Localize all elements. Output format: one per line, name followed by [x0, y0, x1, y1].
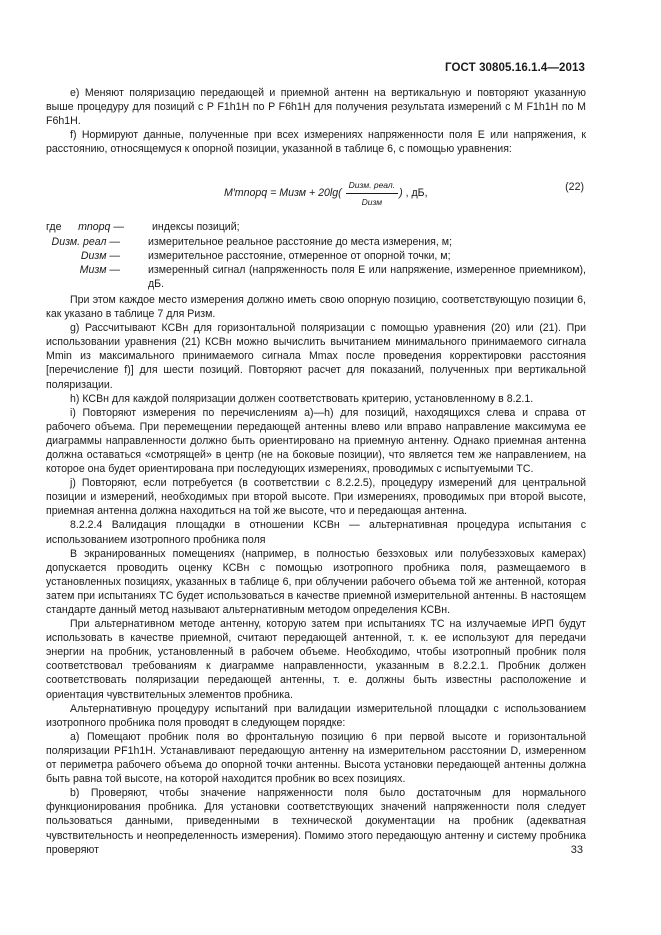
- where-intro: где: [46, 221, 62, 234]
- definition-text: измерительное расстояние, отмеренное от опорной точки, м;: [148, 249, 451, 262]
- paragraph-h: h) КСВн для каждой поляризации должен соответствовать критерию, установленному в 8.2.1.: [70, 392, 534, 405]
- paragraph-e: e) Меняют поляризацию передающей и приемной антенн на вертикальную и повторяют указанную выше процедуру для позиций с P F1h1H по P F6h1H для получения результата измерений с M F1h1H по M F6h1H.: [46, 87, 586, 128]
- equation-lhs: M′mnopq = Mизм + 20lg: [224, 187, 339, 200]
- definition-row: [46, 249, 586, 263]
- equation-fraction: [346, 178, 398, 208]
- definition-symbol: mnopq —: [78, 221, 124, 234]
- paragraph-f: f) Нормируют данные, полученные при всех измерениях напряженности поля E или напряжения, к расстоянию, относящемуся к опорной позиции, указанной в таблице 6, с помощью уравнения:: [46, 129, 586, 156]
- standard-code-header: ГОСТ 30805.16.1.4—2013: [445, 62, 585, 74]
- page-number: 33: [570, 844, 583, 856]
- definition-text: измерительное реальное расстояние до места измерения, м;: [148, 235, 453, 248]
- paragraph-g: g) Рассчитывают КСВн для горизонтальной поляризации с помощью уравнения (20) или (21). При использовании уравнения (21) КСВн можно вычислить вычитанием минимального принимаемого сигнала Mmin из максимального принимаемого сигнала Mmax после проведения корректировки расстояния [перечисление f)] для шести позиций. Повторяют расчет для показаний, полученных при вертикальной поляризации.: [46, 322, 586, 391]
- paragraph-reference-position: При этом каждое место измерения должно иметь свою опорную позицию, соответствующую позиции 6, как указано в таблице 7 для Pизм.: [46, 293, 586, 321]
- definition-text: индексы позиций;: [152, 221, 240, 234]
- definition-text: измеренный сигнал (напряженность поля E или напряжение, измеренное приемником), дБ.: [148, 263, 586, 290]
- equation-number: (22): [565, 181, 584, 194]
- symbol-definitions: [46, 220, 586, 290]
- equation-unit: , дБ,: [405, 187, 428, 200]
- paragraph-alternative-method: При альтернативном методе антенну, которую затем при испытаниях ТС на излучаемые ИРП будут использовать в качестве приемной, считают передающей антенной, т. к. ее используют для передачи энергии на пробник, установленный в рабочем объеме. Необходимо, чтобы изотропный пробник поля соответствовал требованиям к диаграмме направленности, указанным в 8.2.2.1. Пробник должен соответствовать поляризации передающей антенны, т. е. должны быть известны расположение и ориентация чувствительных элементов пробника.: [46, 618, 586, 701]
- paragraph-shielded-rooms: В экранированных помещениях (например, в полностью безэховых или полубезэховых камерах) допускается проводить оценку КСВн с помощью изотропного пробника поля, размещаемого в установленных позициях, указанных в таблице 6, при облучении рабочего объема той же антенной, которая затем при испытаниях ТС будет использоваться в качестве приемной измерительной антенны. В настоящем стандарте данный метод называют альтернативным методом определения КСВн.: [46, 547, 586, 616]
- definition-row: [46, 263, 586, 291]
- definition-symbol: Mизм —: [79, 263, 120, 276]
- definition-row: [46, 235, 586, 249]
- equation-body: M′mnopq = Mизм + 20lg( $\frac{\text{Dизм. реал.}}{\text{Dизм}}$ ) , дБ,: [224, 178, 428, 208]
- fraction-denominator: Dизм: [361, 196, 383, 207]
- paragraph-procedure-intro: Альтернативную процедуру испытаний при валидации измерительной площадки с использованием изотропного пробника поля проводят в следующем порядке:: [46, 702, 586, 729]
- definition-row: [46, 220, 586, 234]
- paragraph-b: b) Проверяют, чтобы значение напряженности поля было достаточным для нормального функционирования пробника. Для установки соответствующих значений напряженности поля следует пользоваться данными, приведенными в технической документации на пробник (адекватная чувствительность и неопределенность измерения). Помимо этого передающую антенну и систему пробника проверяют: [46, 787, 586, 856]
- definition-symbol: Dизм. реал —: [51, 235, 120, 248]
- paragraph-j: j) Повторяют, если потребуется (в соответствии с 8.2.2.5), процедуру измерений для центральной позиции и измерений, необходимых при второй высоте. При измерениях, проводимых при второй высоте, приемная антенна должна находиться на той же высоте, что и передающая антенна.: [46, 477, 586, 518]
- section-heading-8-2-2-4: 8.2.2.4 Валидация площадки в отношении КСВн — альтернативная процедура испытания с использованием изотропного пробника поля: [46, 519, 586, 546]
- paragraph-a: a) Помещают пробник поля во фронтальную позицию 6 при первой высоте и горизонтальной поляризации PF1h1H. Устанавливают передающую антенну на измерительном расстоянии D, измеренном от периметра рабочего объема до опорной точки антенны. Высота установки передающей антенны должна быть равна той высоте, на которой находится пробник во всех позициях.: [46, 730, 586, 786]
- equation-22: [46, 168, 586, 206]
- definition-symbol: Dизм —: [80, 249, 120, 262]
- document-body: [46, 86, 586, 857]
- fraction-numerator: Dизм. реал.: [346, 178, 398, 193]
- paragraph-i: i) Повторяют измерения по перечислениям a)—h) для позиций, находящихся слева и справа от рабочего объема. При перемещении передающей антенны влево или вправо направление максимума ее диаграммы направленности должно быть ориентировано на приемную антенну. Однако приемная антенна должна оставаться «смотрящей» в центр (не на боковые позиции), что является тем же направлением, на которое она будет ориентирована при последующих измерениях, проводимых с испытуемыми ТС.: [46, 406, 586, 476]
